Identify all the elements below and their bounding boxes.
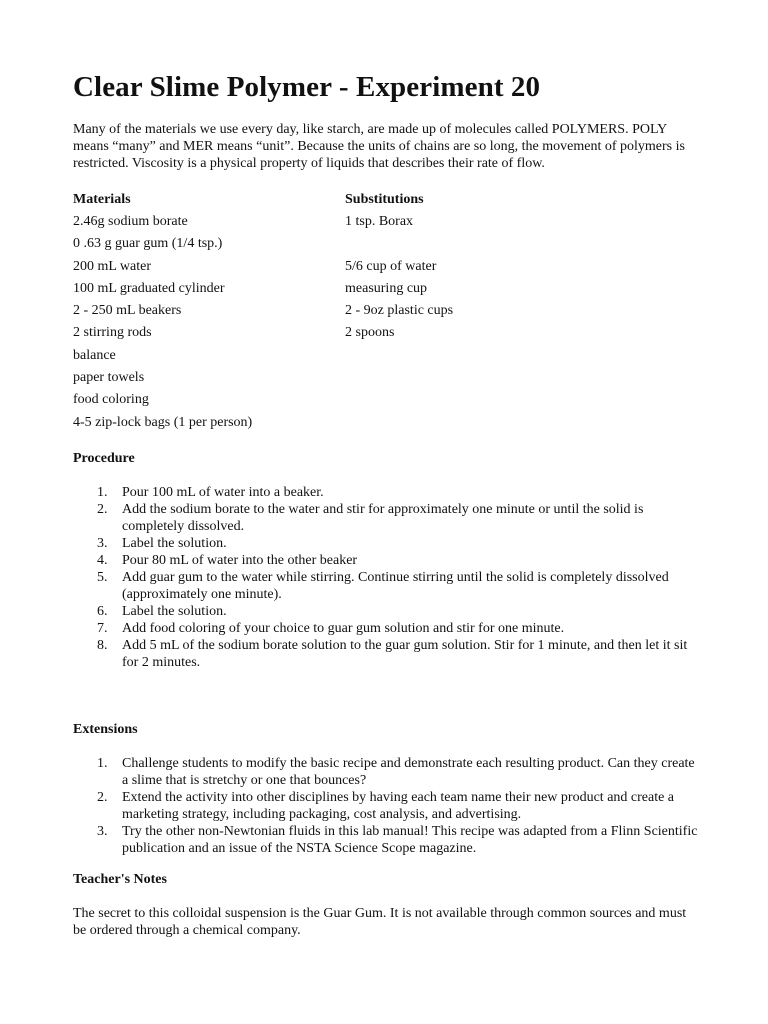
procedure-step-text: Pour 80 mL of water into the other beaker [122,552,358,568]
material-item: paper towels [73,370,145,386]
procedure-step-text: Add the sodium borate to the water and stir for approximately one minute or until the solid is completely dissolved. [122,501,644,534]
materials-heading: Materials [73,192,131,207]
extensions-list [73,755,703,857]
procedure-step-number: 4. [97,552,108,568]
materials-row [73,369,703,391]
procedure-step-number: 3. [97,535,108,551]
procedure-step [73,637,703,671]
substitution-item: 2 spoons [345,325,395,341]
procedure-step-text: Pour 100 mL of water into a beaker. [122,484,324,500]
procedure-step-text: Label the solution. [122,603,227,619]
material-item: balance [73,347,116,363]
materials-header-row [73,191,703,213]
page-title: Clear Slime Polymer - Experiment 20 [73,71,541,103]
material-item: 4-5 zip-lock bags (1 per person) [73,414,253,430]
materials-row [73,347,703,369]
materials-row [73,213,703,235]
procedure-step [73,484,703,501]
teachers-notes-heading: Teacher's Notes [73,871,167,887]
extension-item [73,755,703,789]
procedure-step-number: 8. [97,637,108,653]
intro-paragraph: Many of the materials we use every day, like starch, are made up of molecules called POLYMERS. POLY means “many” and MER means “unit”. Because the units of chains are so long, the movement of polymers is restricted. Viscosity is a physical property of liquids that describes their rate of flow. [73,122,685,171]
substitution-item [345,391,645,413]
extension-item-text: Try the other non-Newtonian fluids in this lab manual! This recipe was adapted from a Flinn Scientific publication and an issue of the NSTA Science Scope magazine. [122,823,698,856]
material-item: 2.46g sodium borate [73,214,188,229]
material-item: 0 .63 g guar gum (1/4 tsp.) [73,236,223,252]
materials-table [73,191,703,436]
procedure-step-number: 1. [97,484,108,500]
extension-item-text: Extend the activity into other disciplines by having each team name their new product and create a marketing strategy, including packaging, cost analysis, and advertising. [122,789,675,822]
materials-row [73,302,703,324]
procedure-step [73,501,703,535]
substitution-item [345,369,645,391]
substitution-item: 5/6 cup of water [345,258,437,274]
material-item: food coloring [73,392,149,408]
extension-item-number: 1. [97,755,108,771]
procedure-step [73,620,703,637]
extension-item-number: 2. [97,789,108,805]
teachers-notes-paragraph: The secret to this colloidal suspension is the Guar Gum. It is not available through common sources and must be ordered through a chemical company. [73,905,687,938]
substitution-item: 1 tsp. Borax [345,214,414,229]
material-item: 200 mL water [73,258,152,274]
procedure-step-text: Add food coloring of your choice to guar gum solution and stir for one minute. [122,620,565,636]
material-item: 2 - 250 mL beakers [73,303,182,319]
extension-item-text: Challenge students to modify the basic recipe and demonstrate each resulting product. Can they create a slime that is stretchy or one that bounces? [122,755,695,788]
procedure-step-number: 6. [97,603,108,619]
procedure-step-number: 7. [97,620,108,636]
extension-item [73,789,703,823]
materials-row [73,391,703,413]
procedure-step [73,603,703,620]
extensions-heading: Extensions [73,721,138,737]
substitution-item [345,235,645,257]
procedure-step-text: Label the solution. [122,535,227,551]
procedure-heading: Procedure [73,450,135,466]
procedure-step [73,535,703,552]
material-item: 100 mL graduated cylinder [73,280,225,296]
material-item: 2 stirring rods [73,325,152,341]
materials-row [73,414,703,436]
materials-row [73,235,703,257]
document-page [73,68,703,939]
procedure-step-text: Add guar gum to the water while stirring. Continue stirring until the solid is completely dissolved (approximately one minute). [122,569,669,602]
substitution-item [345,347,645,369]
materials-row [73,280,703,302]
procedure-step-number: 2. [97,501,108,517]
substitutions-heading: Substitutions [345,192,424,207]
procedure-list [73,484,703,671]
extension-item [73,823,703,857]
substitution-item: measuring cup [345,280,428,296]
substitution-item [345,414,645,436]
materials-row [73,324,703,346]
materials-row [73,258,703,280]
materials-rows [73,213,703,436]
extension-item-number: 3. [97,823,108,839]
procedure-step-text: Add 5 mL of the sodium borate solution to the guar gum solution. Stir for 1 minute, and then let it sit for 2 minutes. [122,637,688,670]
procedure-step-number: 5. [97,569,108,585]
procedure-step [73,569,703,603]
procedure-step [73,552,703,569]
substitution-item: 2 - 9oz plastic cups [345,303,454,319]
